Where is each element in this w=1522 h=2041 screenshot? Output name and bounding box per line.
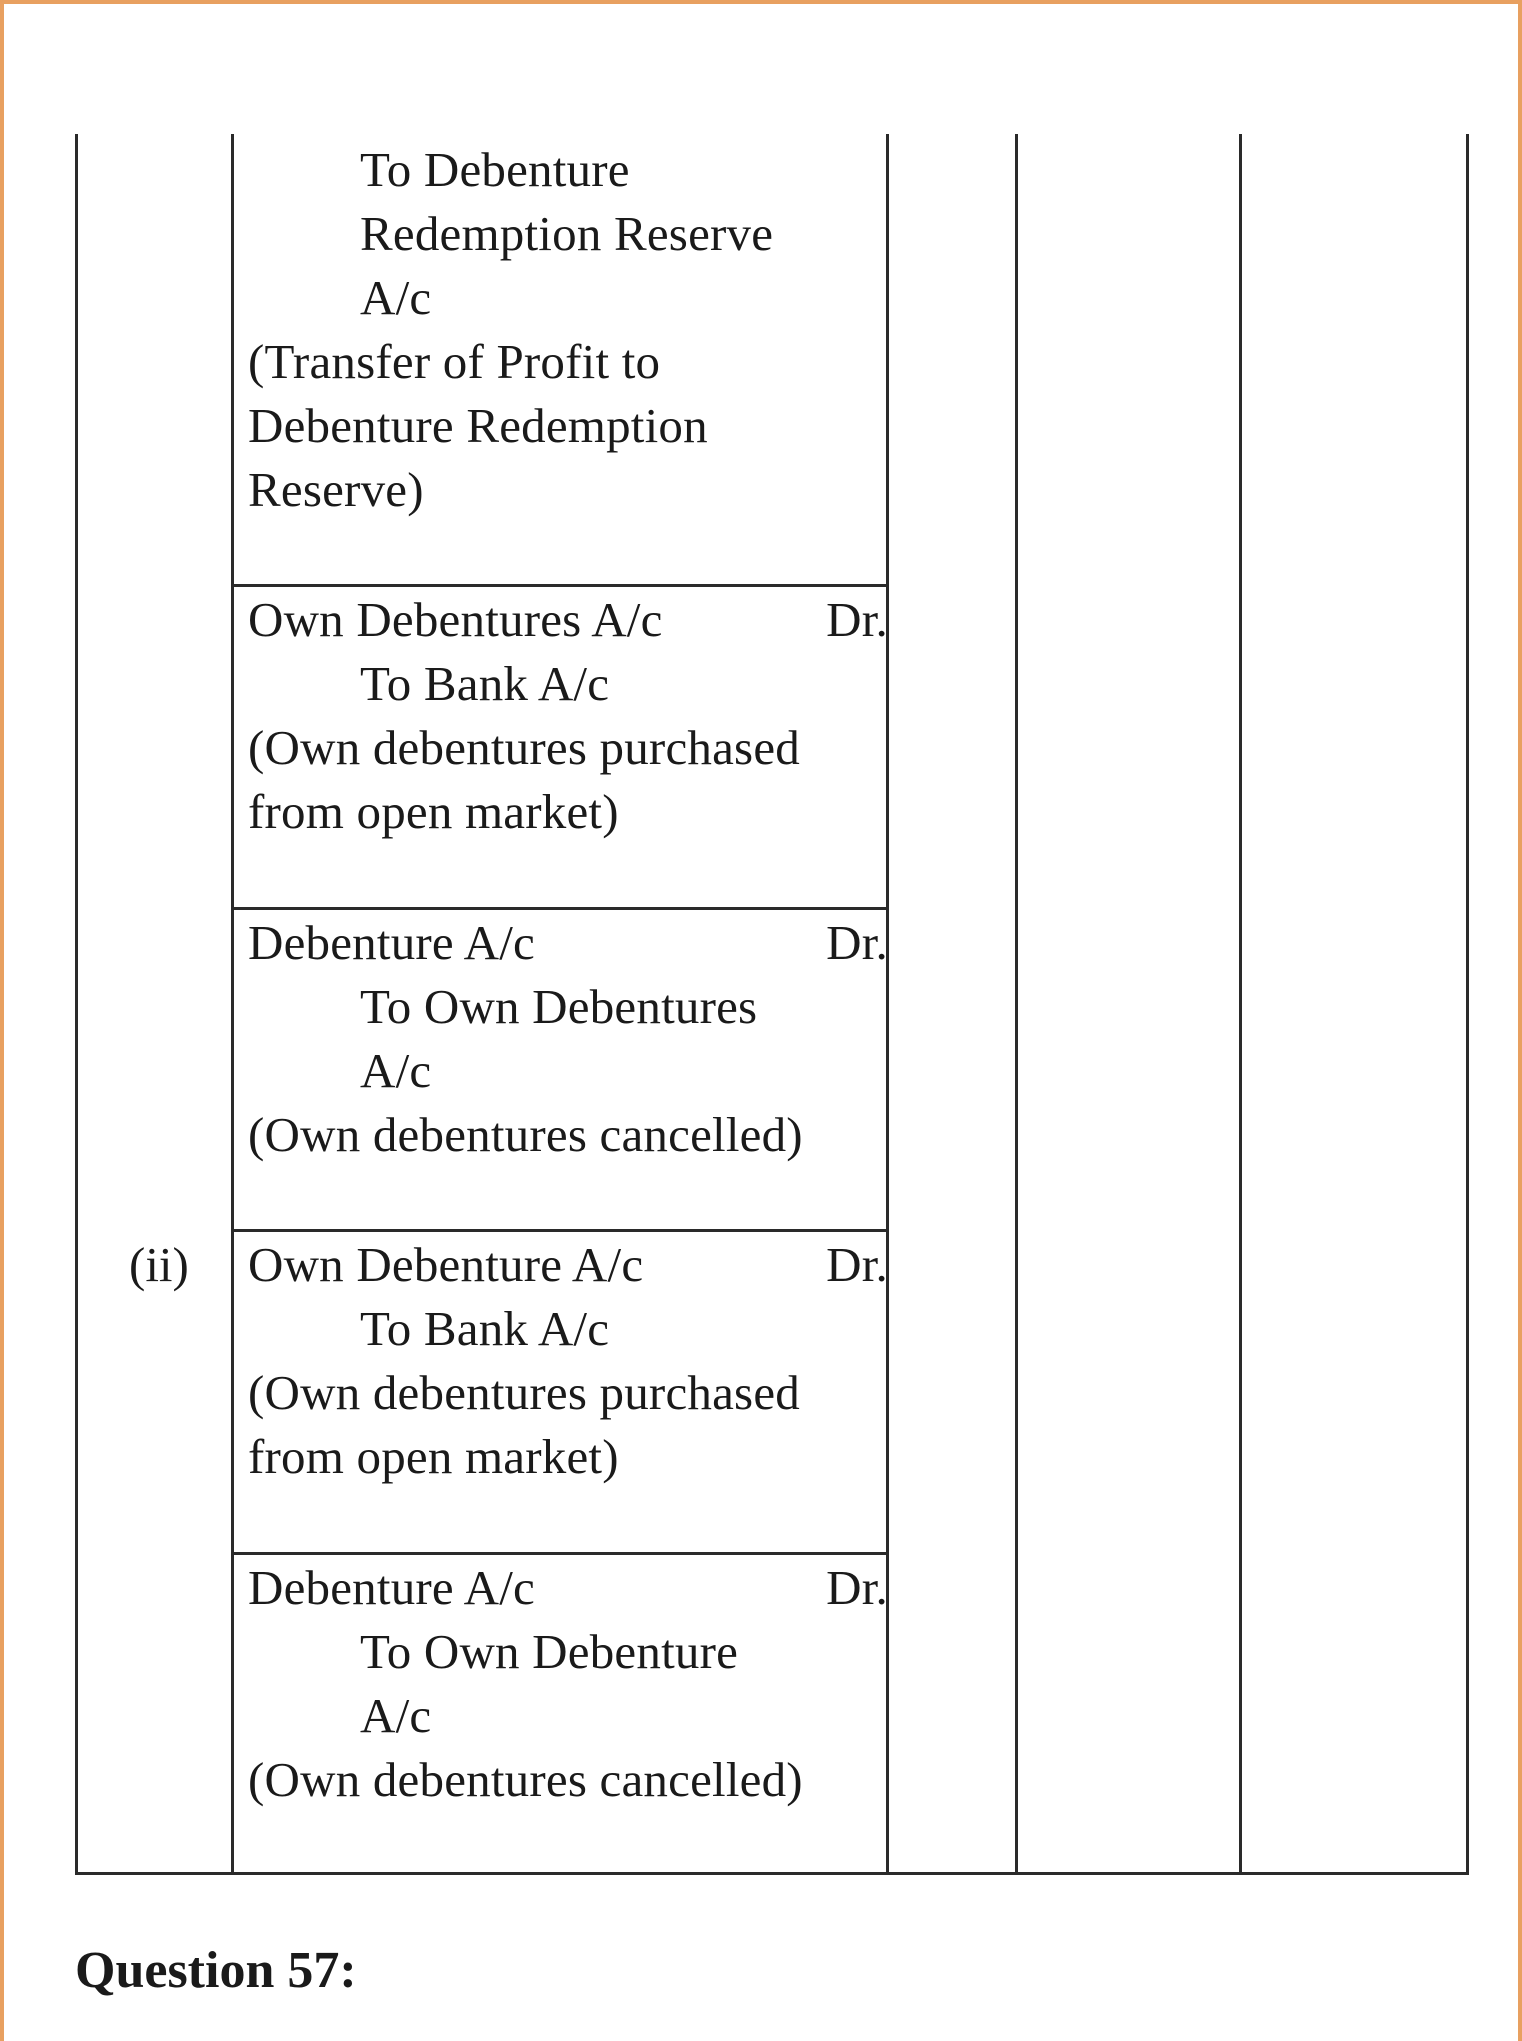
- debit-account-line: [248, 1233, 888, 1297]
- narration-line: (Own debentures cancelled): [248, 1107, 803, 1162]
- to-account-line: To Own Debenture: [360, 1624, 739, 1679]
- debit-account-line: [248, 588, 888, 652]
- journal-entry: [248, 1233, 888, 1489]
- to-account-line: To Debenture: [360, 142, 630, 197]
- entry-separator: [231, 1552, 889, 1555]
- dr-label: Dr.: [826, 915, 888, 970]
- column-divider-debit: [1239, 134, 1242, 1875]
- to-account-line: Redemption Reserve: [360, 206, 774, 261]
- table-border-right: [1466, 134, 1469, 1875]
- to-account-line: To Bank A/c: [360, 656, 610, 711]
- debit-account-line: [248, 1556, 888, 1620]
- narration-line: (Own debentures purchased: [248, 1365, 800, 1420]
- question-heading: Question 57:: [75, 1942, 357, 1999]
- entry-separator: [231, 1229, 889, 1232]
- to-account-line: A/c: [360, 1043, 432, 1098]
- debit-account: Own Debentures A/c: [248, 592, 663, 647]
- entry-separator: [231, 907, 889, 910]
- debit-account: Own Debenture A/c: [248, 1237, 644, 1292]
- to-account-line: A/c: [360, 270, 432, 325]
- to-account-line: To Bank A/c: [360, 1301, 610, 1356]
- journal-entry: [248, 911, 888, 1167]
- narration-line: Debenture Redemption: [248, 398, 708, 453]
- journal-table: [75, 134, 1469, 1875]
- narration-line: Reserve): [248, 462, 424, 517]
- debit-account-line: [248, 911, 888, 975]
- journal-entry: [248, 1556, 888, 1812]
- table-border-bottom: [75, 1872, 1469, 1875]
- narration-line: (Transfer of Profit to: [248, 334, 661, 389]
- narration-line: from open market): [248, 784, 619, 839]
- to-account-line: To Own Debentures: [360, 979, 758, 1034]
- to-account-line: A/c: [360, 1688, 432, 1743]
- table-border-left: [75, 134, 78, 1875]
- dr-label: Dr.: [826, 592, 888, 647]
- dr-label: Dr.: [826, 1560, 888, 1615]
- entry-separator: [231, 584, 889, 587]
- debit-account: Debenture A/c: [248, 915, 535, 970]
- journal-entry: [248, 588, 888, 844]
- journal-entry: [248, 138, 888, 522]
- column-divider-particulars-left: [231, 134, 234, 1875]
- column-divider-lf: [1015, 134, 1018, 1875]
- narration-line: from open market): [248, 1429, 619, 1484]
- debit-account: Debenture A/c: [248, 1560, 535, 1615]
- serial-number: (ii): [129, 1237, 189, 1292]
- narration-line: (Own debentures cancelled): [248, 1752, 803, 1807]
- dr-label: Dr.: [826, 1237, 888, 1292]
- narration-line: (Own debentures purchased: [248, 720, 800, 775]
